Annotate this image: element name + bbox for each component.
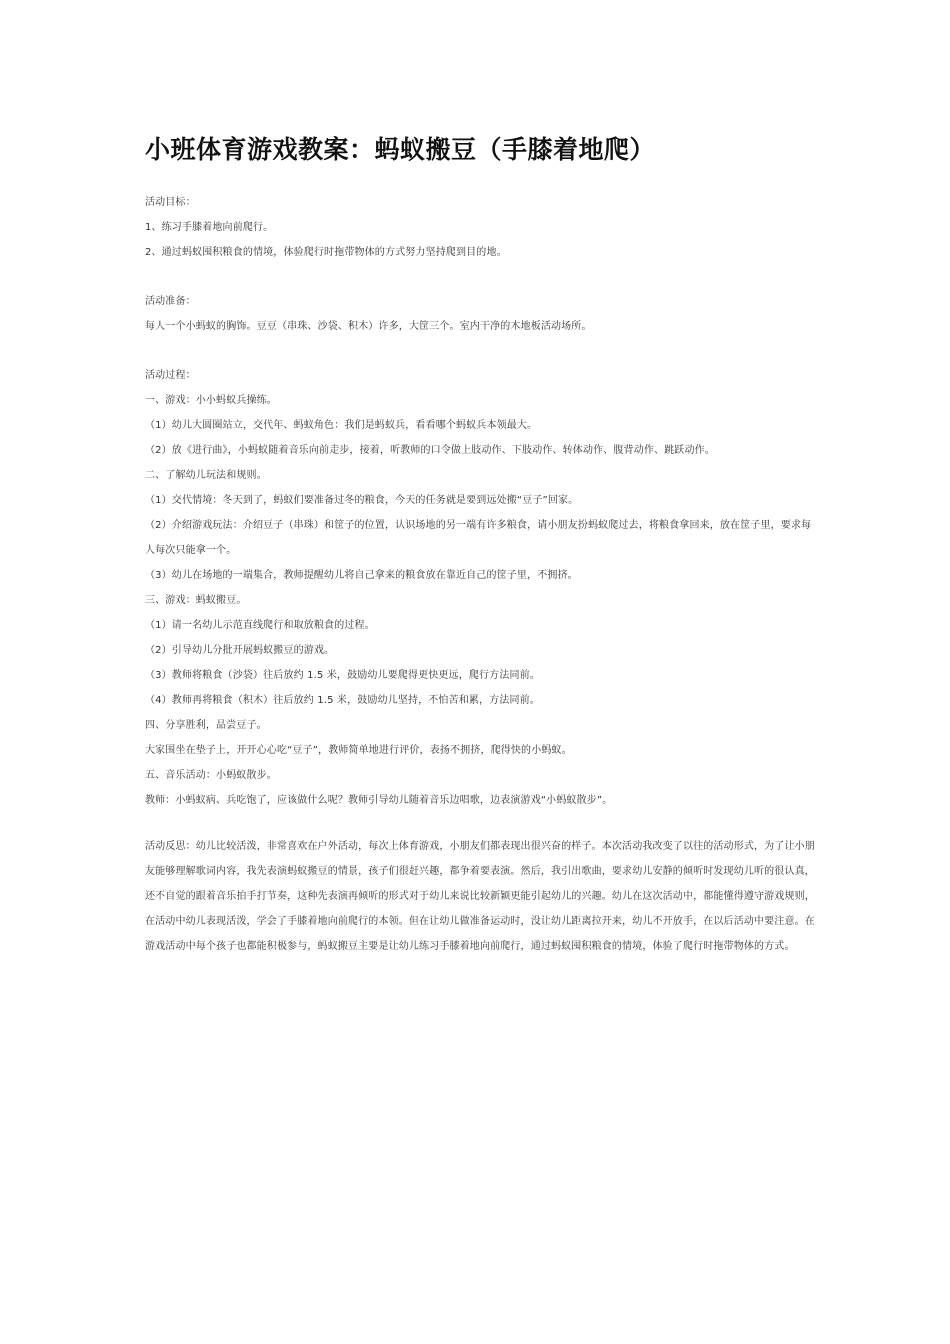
- process-line-10: （2）引导幼儿分批开展蚂蚁搬豆的游戏。: [145, 645, 335, 656]
- process-line-12: （4）教师再将粮食（积木）往后放约 1.5 米，鼓励幼儿坚持，不怕苦和累，方法同前。: [145, 695, 540, 706]
- goal-item-2: 2、通过蚂蚁囤积粮食的情境，体验爬行时拖带物体的方式努力坚持爬到目的地。: [145, 247, 507, 258]
- process-line-6: （2）介绍游戏玩法：介绍豆子（串珠）和筐子的位置，认识场地的另一端有许多粮食，请小朋友扮蚂蚁爬过去，将粮食拿回来，放在筐子里，要求每人每次只能拿一个。: [145, 520, 812, 556]
- process-line-7: （3）幼儿在场地的一端集合，教师提醒幼儿将自己拿来的粮食放在靠近自己的筐子里，不拥挤。: [145, 570, 578, 581]
- process-line-4: 二、了解幼儿玩法和规则。: [145, 470, 267, 481]
- process-line-5: （1）交代情境：冬天到了，蚂蚁们要准备过冬的粮食，今天的任务就是要到远处搬“豆子”回家。: [145, 495, 579, 506]
- process-line-13: 四、分享胜利，品尝豆子。: [145, 720, 267, 731]
- process-line-11: （3）教师将粮食（沙袋）往后放约 1.5 米，鼓励幼儿要爬得更快更远，爬行方法同前。: [145, 670, 540, 681]
- process-line-15: 五、音乐活动：小蚂蚁散步。: [145, 770, 277, 781]
- goals-heading: 活动目标：: [145, 197, 196, 208]
- process-line-9: （1）请一名幼儿示范直线爬行和取放粮食的过程。: [145, 620, 375, 631]
- section-gap: [145, 339, 815, 363]
- section-gap: [145, 265, 815, 289]
- process-heading: 活动过程：: [145, 370, 196, 381]
- preparation-heading: 活动准备：: [145, 296, 196, 307]
- process-line-2: （1）幼儿大圆圈站立，交代年、蚂蚁角色：我们是蚂蚁兵，看看哪个蚂蚁兵本领最大。: [145, 420, 538, 431]
- document-title: 小班体育游戏教案：蚂蚁搬豆（手膝着地爬）: [145, 135, 656, 164]
- process-line-3: （2）放《进行曲》，小蚂蚁随着音乐向前走步，接着，听教师的口令做上肢动作、下肢动作、转体动作、腹背动作、跳跃动作。: [145, 445, 715, 456]
- process-line-14: 大家围坐在垫子上，开开心心吃“豆子”，教师简单地进行评价，表扬不拥挤，爬得快的小蚂蚁。: [145, 745, 572, 756]
- process-line-1: 一、游戏：小小蚂蚁兵操练。: [145, 395, 277, 406]
- process-line-8: 三、游戏：蚂蚁搬豆。: [145, 595, 247, 606]
- process-line-16: 教师：小蚂蚁病、兵吃饱了，应该做什么呢？教师引导幼儿随着音乐边唱歌，边表演游戏“小蚂蚁散步”。: [145, 795, 613, 806]
- document-page: [145, 132, 815, 959]
- section-gap: [145, 813, 815, 834]
- preparation-text: 每人一个小蚂蚁的胸饰。豆豆（串珠、沙袋、积木）许多，大筐三个。室内干净的木地板活动场所。: [145, 321, 592, 332]
- reflection-text: 活动反思：幼儿比较活泼，非常喜欢在户外活动，每次上体育游戏，小朋友们都表现出很兴奋的样子。本次活动我改变了以往的活动形式，为了让小朋友能够理解歌词内容，我先表演蚂蚁搬豆的情景，孩子们很赶兴趣，都争着要表演。然后，我引出歌曲，要求幼儿安静的倾听时发现幼儿听的很认真，还不自觉的跟着音乐拍手打节奏，这种先表演再倾听的形式对于幼儿来说比较新颖更能引起幼儿的兴趣。幼儿在这次活动中，都能懂得遵守游戏规则，在活动中幼儿表现活泼，学会了手膝着地向前爬行的本领。但在让幼儿做准备运动时，没让幼儿距离拉开来，幼儿不开放手，在以后活动中要注意。在游戏活动中每个孩子也都能积极参与，蚂蚁搬豆主要是让幼儿练习手膝着地向前爬行，通过蚂蚁囤积粮食的情境，体验了爬行时拖带物体的方式。: [145, 841, 815, 952]
- goal-item-1: 1、练习手膝着地向前爬行。: [145, 222, 274, 233]
